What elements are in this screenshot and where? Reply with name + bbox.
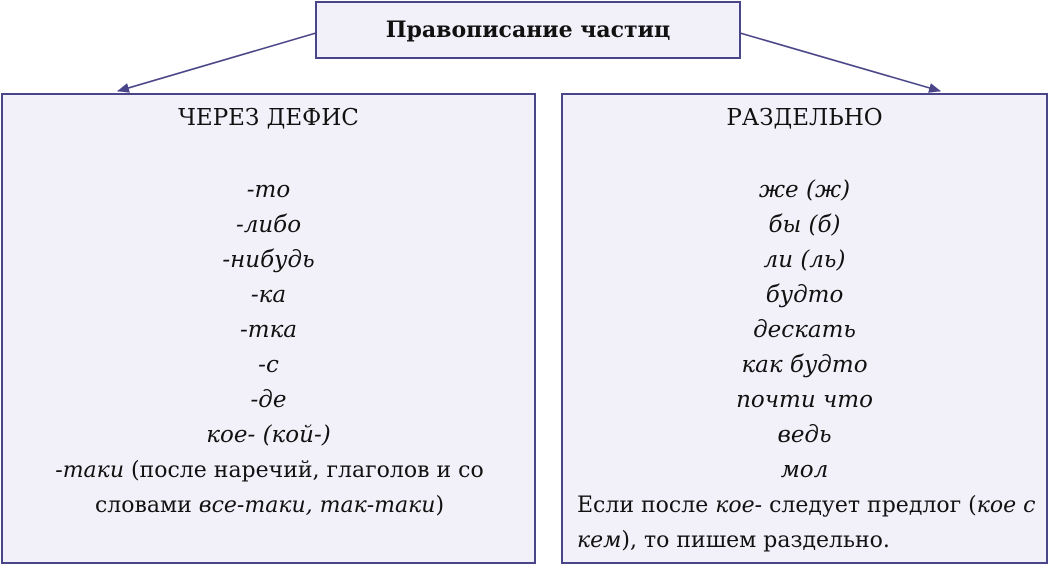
list-item: ведь (777, 422, 832, 448)
list-item: -то (246, 177, 291, 203)
list-item: -либо (235, 212, 302, 238)
arrow-right (740, 33, 940, 91)
hyphen-heading: ЧЕРЕЗ ДЕФИС (178, 105, 359, 131)
list-item: мол (780, 457, 829, 483)
list-item: кое- (кой-) (206, 422, 331, 448)
list-item: почти что (736, 387, 873, 413)
separate-note (577, 488, 1038, 558)
separate-heading: РАЗДЕЛЬНО (726, 105, 883, 131)
note-part: следует предлог ( (762, 493, 977, 518)
hyphen-box (1, 93, 536, 564)
list-item: -нибудь (222, 247, 315, 273)
arrow-left (118, 33, 316, 91)
hyphen-list (3, 173, 534, 453)
hyphen-note (23, 453, 516, 523)
list-item: -де (250, 387, 287, 413)
note-part: ) (435, 493, 445, 518)
note-part: Если после (577, 493, 716, 518)
list-item: дескать (753, 317, 856, 343)
list-item: -с (258, 352, 279, 378)
separate-list (563, 173, 1046, 488)
list-item: как будто (741, 352, 868, 378)
list-item: же (ж) (758, 177, 851, 203)
note-part: все-таки, так-таки (198, 493, 436, 518)
list-item: -ка (250, 282, 287, 308)
diagram-title: Правописание частиц (385, 17, 671, 43)
list-item: -тка (239, 317, 298, 343)
title-box (315, 1, 741, 59)
list-item: бы (б) (768, 212, 841, 238)
list-item: будто (765, 282, 844, 308)
note-part: кое- (715, 493, 763, 518)
note-part: (после наречий, глаголов и со словами (94, 458, 484, 518)
note-part: ), то пишем раздельно. (621, 528, 890, 553)
list-item: ли (ль) (763, 247, 846, 273)
note-part: кое с кем (577, 493, 1036, 553)
separate-box (561, 93, 1048, 564)
note-part: -таки (55, 458, 124, 483)
